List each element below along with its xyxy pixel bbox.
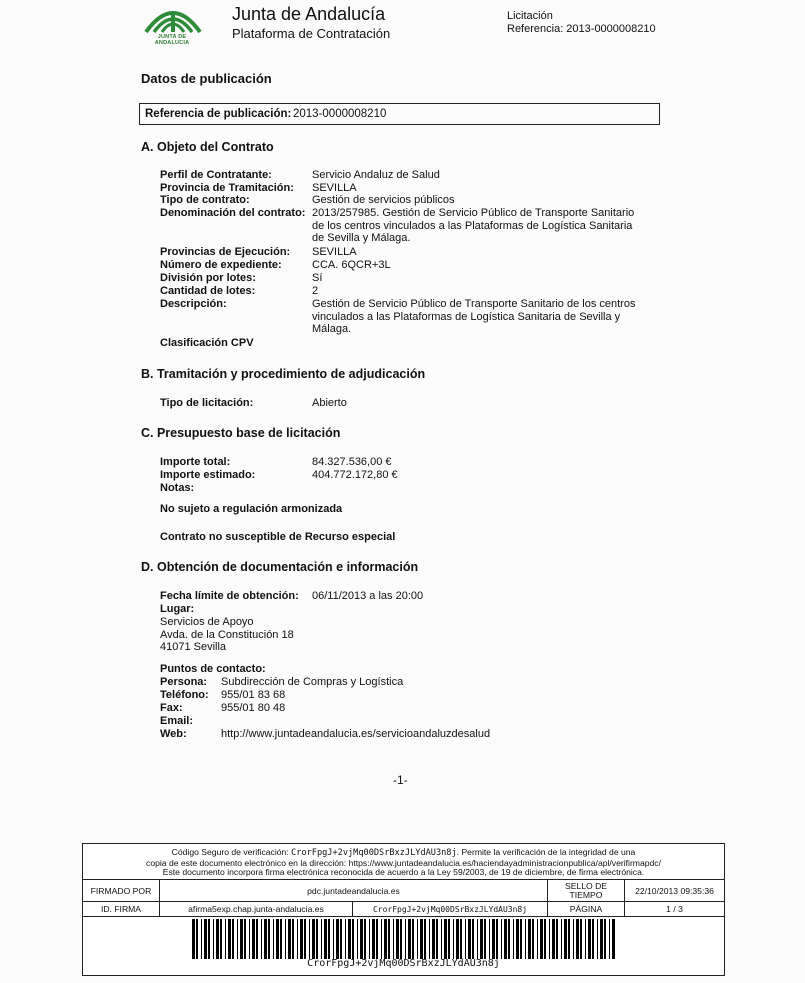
telefono-value: 955/01 83 68 <box>221 689 286 701</box>
tipo-contrato-value: Gestión de servicios públicos <box>312 194 455 206</box>
verification-line-2: copia de este documento electrónico en la dirección: https://www.juntadeandalucia.es/haciendayadministracionpublica/apl/verifirmapdc/ <box>146 857 661 868</box>
sello-label <box>547 879 625 902</box>
tipo-contrato-label: Tipo de contrato: <box>160 194 250 206</box>
signature-footer <box>82 843 725 976</box>
regulacion-text: No sujeto a regulación armonizada <box>160 503 343 515</box>
importe-total-label: Importe total: <box>160 456 231 468</box>
lotes-value: Sí <box>312 272 323 284</box>
verification-line-1 <box>83 848 724 859</box>
id-firma-value: afirma5exp.chap.junta-andalucia.es <box>159 901 353 917</box>
fecha-limite-value: 06/11/2013 a las 20:00 <box>312 590 424 602</box>
section-b-title: B. Tramitación y procedimiento de adjudicación <box>141 367 426 381</box>
lotes-label: División por lotes: <box>160 272 256 284</box>
pagina-value: 1 / 3 <box>624 901 725 917</box>
descripcion-line: vinculados a las Plataformas de Logística Sanitaria de Sevilla y <box>312 310 621 323</box>
perfil-label: Perfil de Contratante: <box>160 169 272 181</box>
denominacion-value <box>312 207 634 245</box>
pagina-label: PÁGINA <box>547 901 625 917</box>
section-d-title: D. Obtención de documentación e información <box>141 560 419 574</box>
publication-title: Datos de publicación <box>141 71 272 86</box>
cpv-label: Clasificación CPV <box>160 337 254 349</box>
fax-label: Fax: <box>160 702 183 714</box>
descripcion-label: Descripción: <box>160 298 227 310</box>
denominacion-line: de los centros vinculados a las Plataformas de Logística Sanitaria <box>312 219 633 232</box>
sello-label-line: SELLO DE <box>564 880 608 891</box>
cantidad-lotes-label: Cantidad de lotes: <box>160 285 256 297</box>
perfil-value: Servicio Andaluz de Salud <box>312 169 440 181</box>
verification-text <box>83 848 724 878</box>
platform-name: Plataforma de Contratación <box>232 26 391 41</box>
tipo-licitacion-value: Abierto <box>312 397 347 409</box>
provincia-value: SEVILLA <box>312 181 357 194</box>
firmado-value: pdc.juntadeandalucia.es <box>159 879 548 902</box>
web-link[interactable]: http://www.juntadeandalucia.es/servicioandaluzdesalud <box>221 728 491 740</box>
cantidad-lotes-value: 2 <box>312 285 319 297</box>
persona-label: Persona: <box>160 676 208 688</box>
provincia-label: Provincia de Tramitación: <box>160 181 294 194</box>
importe-estimado-label: Importe estimado: <box>160 469 256 481</box>
notas-label: Notas: <box>160 482 195 494</box>
sello-value: 22/10/2013 09:35:36 <box>624 879 725 902</box>
reference-line: Referencia: 2013-0000008210 <box>507 23 656 35</box>
logo-caption: JUNTA DE ANDALUCIA <box>154 34 190 46</box>
denominacion-line: de Sevilla y Málaga. <box>312 232 411 245</box>
importe-estimado-value: 404.772.172,80 € <box>312 469 398 481</box>
persona-value: Subdirección de Compras y Logística <box>221 676 404 688</box>
lugar-address <box>160 616 294 654</box>
prov-ejecucion-label: Provincias de Ejecución: <box>160 246 291 258</box>
publication-ref-value: 2013-0000008210 <box>293 108 387 120</box>
telefono-label: Teléfono: <box>160 689 209 701</box>
sello-label-line: TIEMPO <box>569 889 603 900</box>
section-c-title: C. Presupuesto base de licitación <box>141 426 341 440</box>
lugar-label: Lugar: <box>160 603 195 615</box>
section-a-title: A. Objeto del Contrato <box>141 140 274 154</box>
csv-code: CrorFpgJ+2vjMq00DSrBxzJLYdAU3n8j <box>291 848 457 858</box>
web-label: Web: <box>160 728 187 740</box>
descripcion-line: Gestión de Servicio Público de Transporte Sanitario de los centros <box>312 298 636 310</box>
firmado-label: FIRMADO POR <box>82 879 160 902</box>
fax-value: 955/01 80 48 <box>221 702 286 714</box>
fecha-limite-label: Fecha límite de obtención: <box>160 590 299 602</box>
contacto-label: Puntos de contacto: <box>160 663 266 675</box>
email-label: Email: <box>160 715 194 727</box>
address-line: Servicios de Apoyo <box>160 616 254 628</box>
expediente-value: CCA. 6QCR+3L <box>312 259 391 271</box>
id-firma-label: ID. FIRMA <box>82 901 160 917</box>
expediente-label: Número de expediente: <box>160 259 282 271</box>
denominacion-line: 2013/257985. Gestión de Servicio Público de Transporte Sanitario <box>312 207 635 219</box>
recurso-text: Contrato no susceptible de Recurso especial <box>160 531 396 543</box>
page-number: -1- <box>393 773 408 787</box>
denominacion-label: Denominación del contrato: <box>160 207 306 219</box>
org-name: Junta de Andalucía <box>232 4 386 24</box>
prov-ejecucion-value: SEVILLA <box>312 246 357 258</box>
csv-prefix: Código Seguro de verificación: <box>171 847 289 857</box>
publication-ref-box <box>139 103 660 125</box>
barcode-text: CrorFpgJ+2vjMq00DSrBxzJLYdAU3n8j <box>307 958 500 969</box>
barcode-icon <box>192 919 615 959</box>
verification-line-3: Este documento incorpora firma electrónica reconocida de acuerdo a la Ley 59/2003, de 19 de diciembre, de firma electrónica. <box>162 867 645 878</box>
doc-type: Licitación <box>507 10 553 22</box>
importe-total-value: 84.327.536,00 € <box>312 456 392 468</box>
publication-ref-label: Referencia de publicación: <box>145 108 292 120</box>
address-line: 41071 Sevilla <box>160 641 227 654</box>
descripcion-value <box>312 298 635 336</box>
address-line: Avda. de la Constitución 18 <box>160 628 294 641</box>
descripcion-line: Málaga. <box>312 323 352 336</box>
tipo-licitacion-label: Tipo de licitación: <box>160 397 254 409</box>
id-firma-code: CrorFpgJ+2vjMq00DSrBxzJLYdAU3n8j <box>352 901 548 917</box>
header-reference <box>507 10 656 36</box>
csv-suffix: . Permite la verificación de la integridad de una <box>456 847 636 857</box>
